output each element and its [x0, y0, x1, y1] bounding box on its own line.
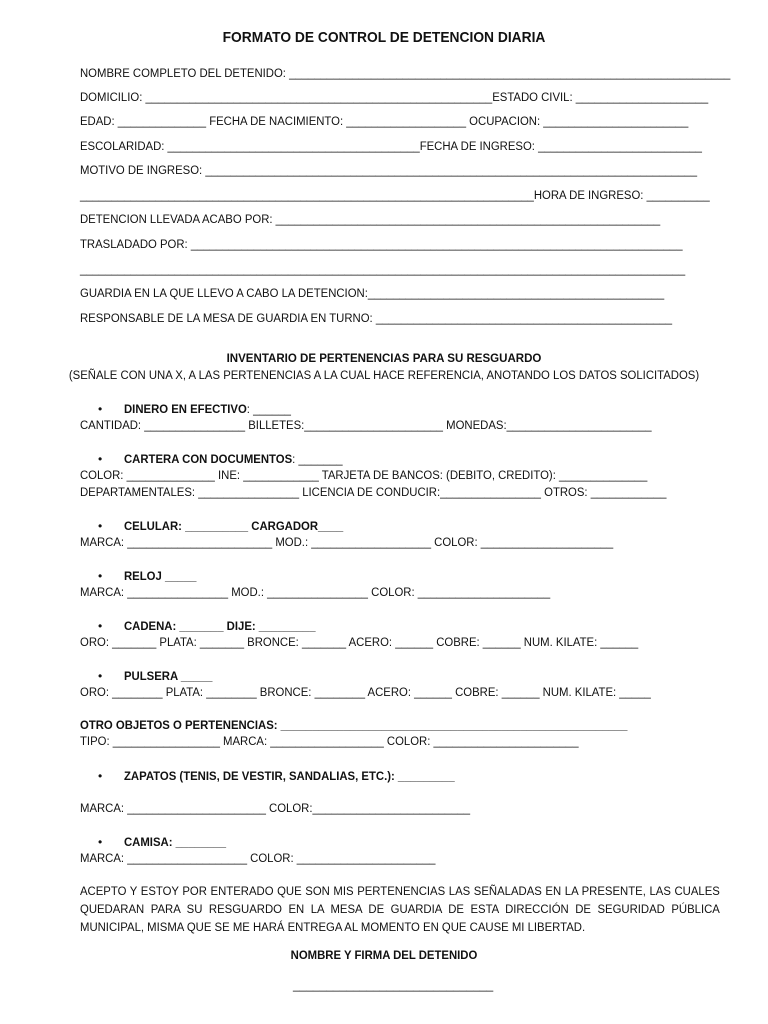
section-camisa-head[interactable]: CAMISA: ________ — [124, 835, 227, 849]
section-celular-line[interactable]: MARCA: _______________________ MOD.: ___________________ COLOR: _____________________ — [80, 535, 614, 549]
section-pulsera-line[interactable]: ORO: ________ PLATA: ________ BRONCE: ________ ACERO: ______ COBRE: ______ NUM. KILATE: _____ — [80, 685, 651, 699]
section-otros-head[interactable]: OTRO OBJETOS O PERTENENCIAS: _______________________________________________________ — [80, 718, 628, 732]
declaration-paragraph: ACEPTO Y ESTOY POR ENTERADO QUE SON MIS PERTENENCIAS LAS SEÑALADAS EN LA PRESENTE, LAS CUALES QUEDARAN PARA SU RESGUARDO EN LA MESA DE GUARDIA DE ESTA DIRECCIÓN DE SEGURIDAD PÚBLICA MUNICIPAL, MISMA QUE SE ME HARÁ ENTREGA AL MOMENTO EN QUE CAUSE MI LIBERTAD. — [80, 884, 720, 934]
bullet-icon: • — [98, 569, 103, 583]
section-zapatos-head[interactable]: ZAPATOS (TENIS, DE VESTIR, SANDALIAS, ETC.): _________ — [124, 769, 455, 783]
bullet-icon: • — [98, 835, 103, 849]
field-responsable[interactable]: RESPONSABLE DE LA MESA DE GUARDIA EN TURNO: _______________________________________________ — [80, 311, 673, 325]
field-detencion-por[interactable]: DETENCION LLEVADA ACABO POR: _____________________________________________________________ — [80, 212, 661, 226]
bullet-icon: • — [98, 619, 103, 633]
section-pulsera-head[interactable]: PULSERA _____ — [124, 669, 213, 683]
section-cartera-head — [124, 452, 343, 466]
bullet-icon: • — [98, 769, 103, 783]
bullet-icon: • — [98, 402, 103, 416]
inventory-instruction: (SEÑALE CON UNA X, A LAS PERTENENCIAS A LA CUAL HACE REFERENCIA, ANOTANDO LOS DATOS SOLICITADOS) — [68, 368, 700, 382]
section-celular-head[interactable]: CELULAR: __________ CARGADOR____ — [124, 519, 344, 533]
section-cartera-line2[interactable]: DEPARTAMENTALES: ________________ LICENCIA DE CONDUCIR:________________ OTROS: ____________ — [80, 485, 667, 499]
section-reloj-head[interactable]: RELOJ _____ — [124, 569, 197, 583]
section-zapatos-line[interactable]: MARCA: ______________________ COLOR:_________________________ — [80, 801, 471, 815]
field-nombre[interactable]: NOMBRE COMPLETO DEL DETENIDO: ______________________________________________________________________ — [80, 66, 731, 80]
inventory-heading: INVENTARIO DE PERTENENCIAS PARA SU RESGUARDO — [226, 351, 542, 365]
signature-line[interactable]: ______________________________ — [293, 978, 494, 992]
section-cadena-head[interactable]: CADENA: _______ DIJE: _________ — [124, 619, 316, 633]
field-hora-ingreso[interactable]: ________________________________________________________________________HORA DE INGRESO: __________ — [80, 188, 710, 202]
bullet-icon: • — [98, 669, 103, 683]
field-motivo[interactable]: MOTIVO DE INGRESO: ______________________________________________________________________________ — [80, 163, 698, 177]
field-edad[interactable]: EDAD: ______________ FECHA DE NACIMIENTO: ___________________ OCUPACION: _______________________ — [80, 114, 689, 128]
section-cartera-blank[interactable]: : _______ — [292, 452, 343, 466]
section-cartera-label: CARTERA CON DOCUMENTOS — [124, 452, 293, 466]
signature-label: NOMBRE Y FIRMA DEL DETENIDO — [290, 948, 478, 962]
section-camisa-line[interactable]: MARCA: ___________________ COLOR: ______________________ — [80, 851, 436, 865]
section-dinero-label: DINERO EN EFECTIVO — [124, 402, 247, 416]
section-cartera-line1[interactable]: COLOR: ______________ INE: ____________ TARJETA DE BANCOS: (DEBITO, CREDITO): ______________ — [80, 468, 648, 482]
section-otros-line[interactable]: TIPO: _________________ MARCA: __________________ COLOR: _______________________ — [80, 734, 579, 748]
section-dinero-blank[interactable]: : ______ — [246, 402, 291, 416]
field-blank-line[interactable]: ________________________________________________________________________________________________ — [80, 262, 686, 276]
field-trasladado[interactable]: TRASLADADO POR: ______________________________________________________________________________ — [80, 237, 683, 251]
section-cadena-line[interactable]: ORO: _______ PLATA: _______ BRONCE: _______ ACERO: ______ COBRE: ______ NUM. KILATE: ______ — [80, 635, 639, 649]
section-dinero-head — [124, 402, 291, 416]
field-guardia[interactable]: GUARDIA EN LA QUE LLEVO A CABO LA DETENCION:_______________________________________________ — [80, 286, 665, 300]
bullet-icon: • — [98, 452, 103, 466]
bullet-icon: • — [98, 519, 103, 533]
field-domicilio[interactable]: DOMICILIO: _______________________________________________________ESTADO CIVIL: _____________________ — [80, 90, 709, 104]
section-dinero-line[interactable]: CANTIDAD: ________________ BILLETES:______________________ MONEDAS:_______________________ — [80, 418, 652, 432]
section-reloj-line[interactable]: MARCA: ________________ MOD.: ________________ COLOR: _____________________ — [80, 585, 551, 599]
form-title: FORMATO DE CONTROL DE DETENCION DIARIA — [222, 29, 546, 46]
field-escolaridad[interactable]: ESCOLARIDAD: ________________________________________FECHA DE INGRESO: __________________________ — [80, 139, 702, 153]
